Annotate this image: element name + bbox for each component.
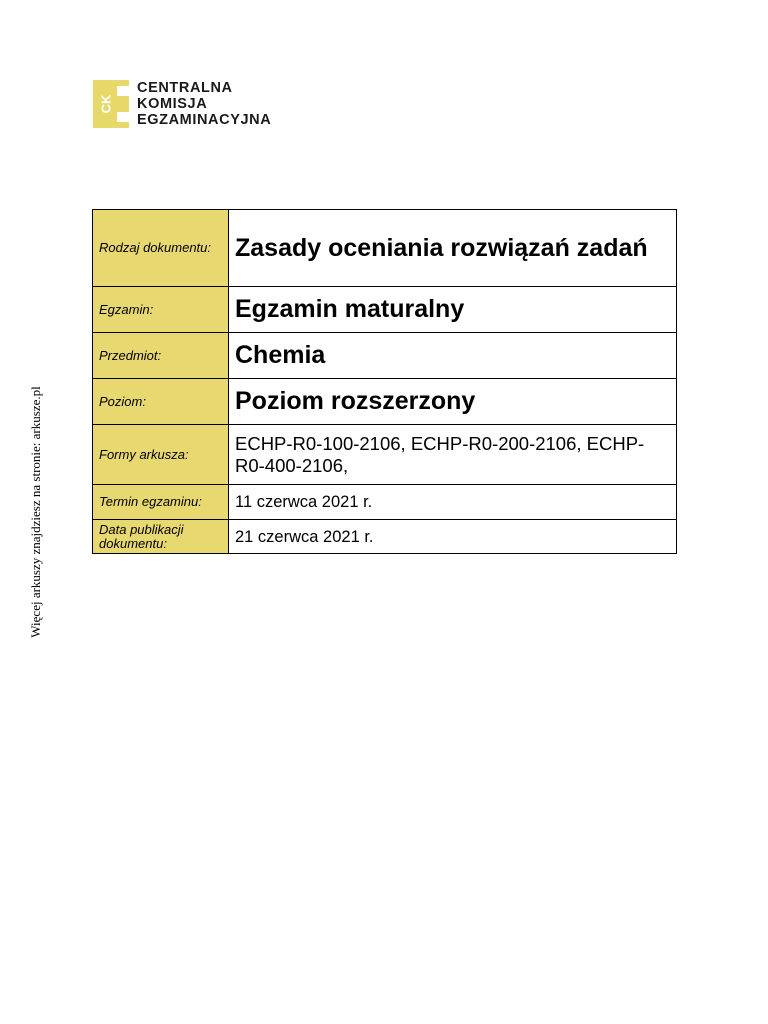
document-type-value: Zasady oceniania rozwiązań zadań xyxy=(229,210,677,287)
row-label-exam: Egzamin: xyxy=(93,287,229,333)
row-label-document-type: Rodzaj dokumentu: xyxy=(93,210,229,287)
table-row xyxy=(93,379,677,425)
document-info-table xyxy=(92,209,677,554)
row-label-sheet-forms: Formy arkusza: xyxy=(93,425,229,485)
level-value: Poziom rozszerzony xyxy=(229,379,677,425)
row-label-level: Poziom: xyxy=(93,379,229,425)
table-row xyxy=(93,520,677,554)
table-row xyxy=(93,210,677,287)
logo-mark-letters: CK xyxy=(98,94,114,114)
logo-line-2: KOMISJA xyxy=(137,96,208,112)
row-label-exam-date: Termin egzaminu: xyxy=(93,485,229,520)
table-row xyxy=(93,333,677,379)
cke-logo-mark xyxy=(93,80,129,128)
exam-date-value: 11 czerwca 2021 r. xyxy=(229,485,677,520)
publication-date-value: 21 czerwca 2021 r. xyxy=(229,520,677,554)
logo-line-3: EGZAMINACYJNA xyxy=(137,112,272,128)
table-row xyxy=(93,287,677,333)
row-label-subject: Przedmiot: xyxy=(93,333,229,379)
subject-value: Chemia xyxy=(229,333,677,379)
exam-value: Egzamin maturalny xyxy=(229,287,677,333)
sheet-forms-value: ECHP-R0-100-2106, ECHP-R0-200-2106, ECHP-R0-400-2106, xyxy=(229,425,677,485)
cke-logo xyxy=(93,80,303,130)
table-row xyxy=(93,425,677,485)
logo-wordmark xyxy=(137,80,271,128)
row-label-publication-date: Data publikacji dokumentu: xyxy=(93,520,229,554)
table-row xyxy=(93,485,677,520)
logo-line-1: CENTRALNA xyxy=(137,80,233,96)
side-note: Więcej arkuszy znajdziesz na stronie: arkusze.pl xyxy=(28,386,43,638)
